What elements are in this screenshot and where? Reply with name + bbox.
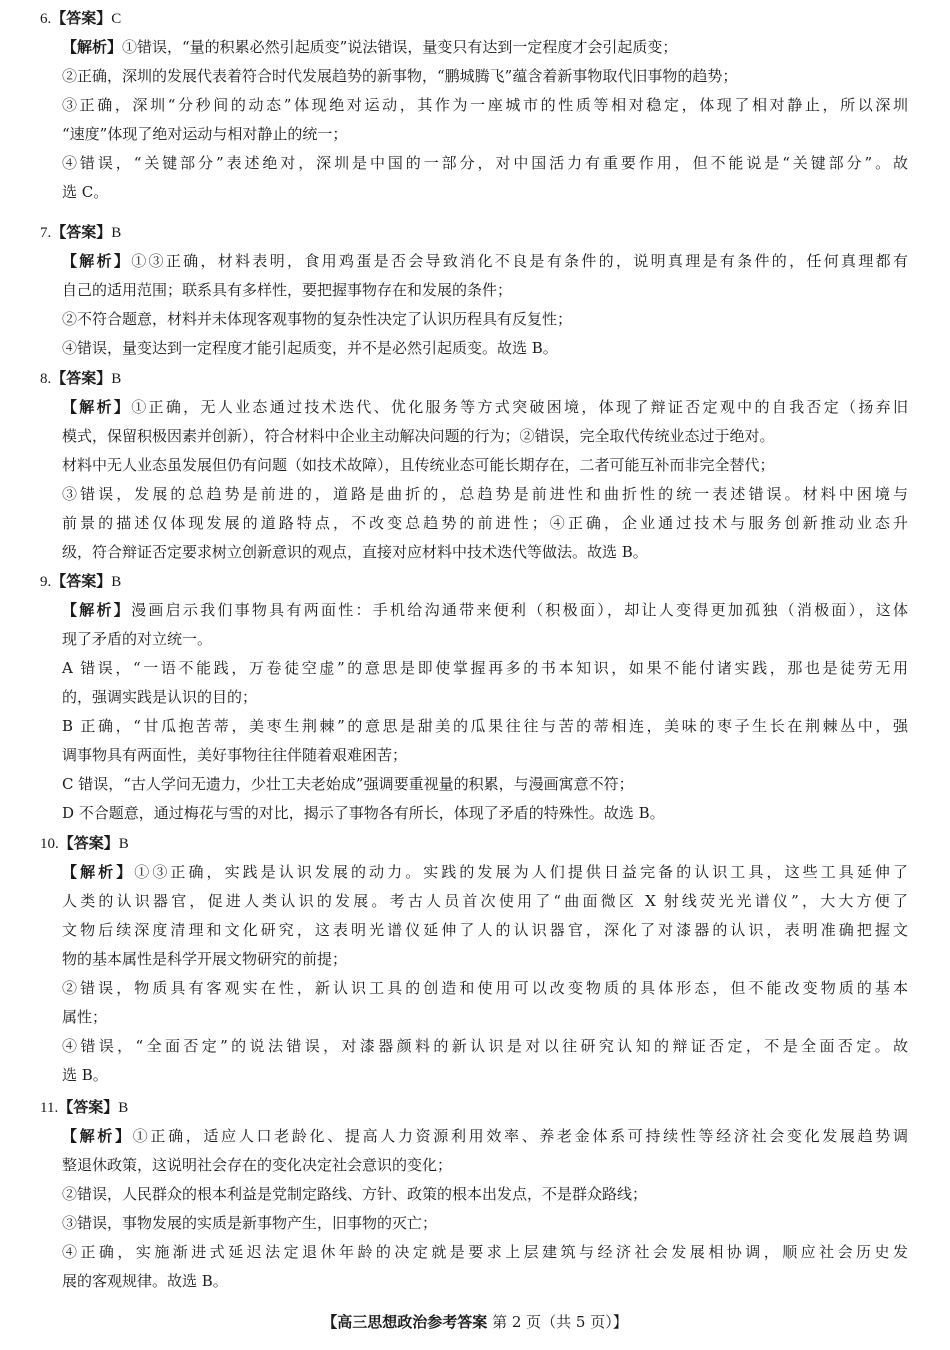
analysis-line xyxy=(62,920,908,940)
question-header xyxy=(40,833,129,854)
analysis-line xyxy=(62,978,908,998)
analysis-text: ③正确，深圳“分秒间的动态”体现绝对运动，其作为一座城市的性质等相对稳定，体现了相对静止，所以深圳 xyxy=(62,96,908,114)
analysis-line xyxy=(62,513,908,533)
analysis-line xyxy=(62,600,908,620)
analysis-line xyxy=(62,629,908,649)
question-header xyxy=(40,222,121,243)
analysis-label: 【解析】 xyxy=(62,863,135,881)
analysis-text: ②错误，物质具有客观实在性，新认识工具的创造和使用可以改变物质的具体形态，但不能改变物质的基本 xyxy=(62,979,908,997)
analysis-line xyxy=(62,542,908,562)
analysis-line xyxy=(62,153,908,173)
analysis-text: ①错误，“量的积累必然引起质变”说法错误，量变只有达到一定程度才会引起质变； xyxy=(122,38,678,56)
analysis-line xyxy=(62,66,908,86)
answer-value: B xyxy=(118,836,129,852)
question-header xyxy=(40,1097,128,1118)
analysis-line xyxy=(62,338,908,358)
analysis-line xyxy=(62,280,908,300)
analysis-line xyxy=(62,397,908,417)
analysis-text: 调事物具有两面性，美好事物往往伴随着艰难困苦； xyxy=(62,746,408,764)
analysis-line xyxy=(62,455,908,475)
analysis-line xyxy=(62,1271,908,1291)
analysis-text: ③错误，发展的总趋势是前进的，道路是曲折的，总趋势是前进性和曲折性的统一表述错误。材料中困境与 xyxy=(62,485,908,503)
analysis-line xyxy=(62,891,908,911)
analysis-text: 级，符合辩证否定要求树立创新意识的观点，直接对应材料中技术迭代等做法。故选 B。 xyxy=(62,543,648,561)
analysis-text: ②错误，人民群众的根本利益是党制定路线、方针、政策的根本出发点，不是群众路线； xyxy=(62,1185,648,1203)
analysis-line xyxy=(62,658,908,678)
question-number: 9. xyxy=(40,574,52,590)
analysis-text: ④错误，“全面否定”的说法错误，对漆器颜料的新认识是对以往研究认知的辩证否定，不是全面否定。故 xyxy=(62,1037,908,1055)
analysis-text: ③错误，事物发展的实质是新事物产生，旧事物的灭亡； xyxy=(62,1214,438,1232)
analysis-label: 【解析】 xyxy=(62,252,132,270)
question-number: 6. xyxy=(40,11,52,27)
analysis-text: D 不合题意，通过梅花与雪的对比，揭示了事物各有所长，体现了矛盾的特殊性。故选 B。 xyxy=(62,804,665,822)
analysis-line xyxy=(62,687,908,707)
analysis-line xyxy=(62,862,908,882)
answer-value: C xyxy=(111,11,122,27)
analysis-text: 自己的适用范围；联系具有多样性，要把握事物存在和发展的条件； xyxy=(62,281,513,299)
analysis-text: 人类的认识器官，促进人类认识的发展。考古人员首次使用了“曲面微区 X 射线荧光光谱仪”，大大方便了 xyxy=(62,892,908,910)
analysis-line xyxy=(62,774,908,794)
analysis-line xyxy=(62,1036,908,1056)
analysis-line xyxy=(62,426,908,446)
analysis-line xyxy=(62,1007,908,1027)
answer-label: 【答案】 xyxy=(51,223,112,241)
page-footer xyxy=(0,1312,950,1332)
answer-label: 【答案】 xyxy=(51,9,112,27)
question-number: 11. xyxy=(40,1100,59,1116)
answer-label: 【答案】 xyxy=(51,572,112,590)
question-number: 8. xyxy=(40,371,52,387)
answer-value: B xyxy=(111,574,122,590)
analysis-line xyxy=(62,745,908,765)
analysis-text: ①③正确，实践是认识发展的动力。实践的发展为人们提供日益完备的认识工具，这些工具延伸了 xyxy=(134,863,908,881)
analysis-label: 【解析】 xyxy=(62,398,132,416)
answer-label: 【答案】 xyxy=(58,834,119,852)
question-number: 10. xyxy=(40,836,59,852)
question-header xyxy=(40,368,121,389)
analysis-label: 【解析】 xyxy=(62,38,123,56)
answer-value: B xyxy=(118,1100,129,1116)
analysis-text: 属性； xyxy=(62,1008,108,1026)
analysis-text: 的，强调实践是认识的目的； xyxy=(62,688,258,706)
analysis-line xyxy=(62,1184,908,1204)
answer-label: 【答案】 xyxy=(58,1098,119,1116)
analysis-label: 【解析】 xyxy=(62,601,132,619)
analysis-text: “速度”体现了绝对运动与相对静止的统一； xyxy=(62,125,348,143)
analysis-line xyxy=(62,124,908,144)
analysis-text: A 错误，“一语不能践，万卷徒空虚”的意思是即使掌握再多的书本知识，如果不能付诸实践，那也是徒劳无用 xyxy=(62,659,908,677)
analysis-line xyxy=(62,309,908,329)
analysis-text: ①正确，无人业态通过技术迭代、优化服务等方式突破困境，体现了辩证否定观中的自我否定（扬弃旧 xyxy=(131,398,908,416)
question-number: 7. xyxy=(40,225,52,241)
analysis-text: 前景的描述仅体现发展的道路特点，不改变总趋势的前进性；④正确，企业通过技术与服务创新推动业态升 xyxy=(62,514,908,532)
analysis-text: ②不符合题意，材料并未体现客观事物的复杂性决定了认识历程具有反复性； xyxy=(62,310,573,328)
analysis-text: 选 B。 xyxy=(62,1066,108,1084)
analysis-text: 材料中无人业态虽发展但仍有问题（如技术故障），且传统业态可能长期存在，二者可能互补而非完全替代； xyxy=(62,456,775,474)
analysis-line xyxy=(62,484,908,504)
analysis-line xyxy=(62,1155,908,1175)
analysis-line xyxy=(62,1213,908,1233)
analysis-line xyxy=(62,1126,908,1146)
analysis-text: ④正确，实施渐进式延迟法定退休年龄的决定就是要求上层建筑与经济社会发展相协调，顺应社会历史发 xyxy=(62,1243,908,1261)
analysis-text: B 正确，“甘瓜抱苦蒂，美枣生荆棘”的意思是甜美的瓜果往往与苦的蒂相连，美味的枣子生长在荆棘丛中，强 xyxy=(62,717,908,735)
analysis-line xyxy=(62,182,908,202)
analysis-line xyxy=(62,803,908,823)
question-header xyxy=(40,571,121,592)
analysis-text: 物的基本属性是科学开展文物研究的前提； xyxy=(62,950,348,968)
analysis-line xyxy=(62,1242,908,1262)
analysis-text: 展的客观规律。故选 B。 xyxy=(62,1272,228,1290)
analysis-label: 【解析】 xyxy=(62,1127,133,1145)
analysis-line xyxy=(62,716,908,736)
analysis-text: 模式，保留积极因素并创新），符合材料中企业主动解决问题的行为；②错误，完全取代传统业态过于绝对。 xyxy=(62,427,775,445)
analysis-text: 漫画启示我们事物具有两面性：手机给沟通带来便利（积极面），却让人变得更加孤独（消极面），这体 xyxy=(131,601,908,619)
analysis-text: 文物后续深度清理和文化研究，这表明光谱仪延伸了人的认识器官，深化了对漆器的认识，表明准确把握文 xyxy=(62,921,908,939)
analysis-text: ①正确，适应人口老龄化、提高人力资源利用效率、养老金体系可持续性等经济社会变化发展趋势调 xyxy=(132,1127,908,1145)
analysis-text: C 错误，“古人学问无遗力，少壮工夫老始成”强调要重视量的积累，与漫画寓意不符； xyxy=(62,775,634,793)
analysis-text: 整退休政策，这说明社会存在的变化决定社会意识的变化； xyxy=(62,1156,453,1174)
analysis-text: ④错误，“关键部分”表述绝对，深圳是中国的一部分，对中国活力有重要作用，但不能说是“关键部分”。故 xyxy=(62,154,908,172)
answer-value: B xyxy=(111,225,122,241)
analysis-line xyxy=(62,949,908,969)
answer-label: 【答案】 xyxy=(51,369,112,387)
analysis-line xyxy=(62,95,908,115)
analysis-text: ②正确，深圳的发展代表着符合时代发展趋势的新事物，“鹏城腾飞”蕴含着新事物取代旧事物的趋势； xyxy=(62,67,738,85)
analysis-line xyxy=(62,1065,908,1085)
footer-page-number: 第 2 页（共 5 页）】 xyxy=(492,1313,628,1331)
analysis-text: 现了矛盾的对立统一。 xyxy=(62,630,213,648)
analysis-line xyxy=(62,37,908,57)
footer-title: 【高三思想政治参考答案 xyxy=(322,1313,488,1331)
analysis-line xyxy=(62,251,908,271)
question-header xyxy=(40,8,121,29)
analysis-text: ①③正确，材料表明，食用鸡蛋是否会导致消化不良是有条件的，说明真理是有条件的，任何真理都有 xyxy=(131,252,908,270)
analysis-text: 选 C。 xyxy=(62,183,109,201)
answer-value: B xyxy=(111,371,122,387)
analysis-text: ④错误，量变达到一定程度才能引起质变，并不是必然引起质变。故选 B。 xyxy=(62,339,558,357)
